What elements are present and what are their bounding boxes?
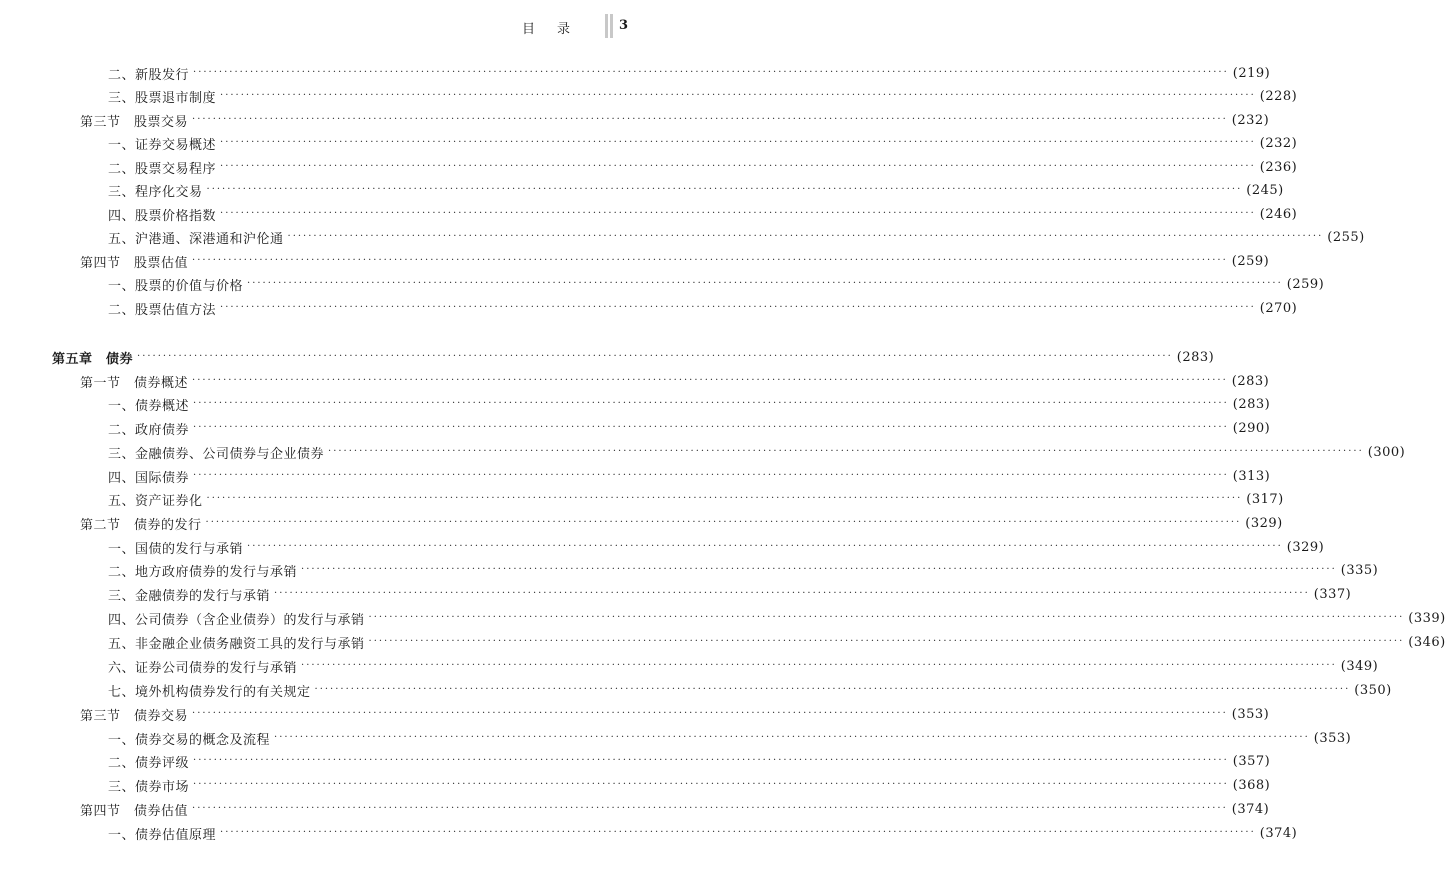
toc-entry-page: (353) [1313, 730, 1352, 746]
toc-entry-title: 七、境外机构债券发行的有关规定 [108, 684, 311, 700]
toc-entry-title: 第四节 债券估值 [80, 803, 189, 819]
toc-entry-page: (349) [1340, 658, 1379, 674]
toc-entry-page: (219) [1232, 65, 1271, 81]
toc-entry-page: (283) [1232, 396, 1271, 412]
toc-entry-item[interactable] [108, 632, 1446, 652]
toc-entry-item[interactable] [108, 274, 1325, 294]
dot-leader: ········································································································································································································ [193, 779, 1229, 790]
toc-entry-page: (357) [1232, 753, 1271, 769]
toc-entry-title: 六、证券公司债券的发行与承销 [108, 660, 298, 676]
dot-leader: ········································································································································································································ [247, 278, 1283, 289]
toc-entry-page: (270) [1259, 300, 1298, 316]
toc-entry-page: (232) [1259, 135, 1298, 151]
dot-leader: ········································································································································································································ [328, 446, 1364, 457]
toc-entry-item[interactable] [108, 394, 1271, 414]
dot-leader: ········································································································································································································ [193, 398, 1229, 409]
toc-entry-item[interactable] [108, 418, 1271, 438]
toc-entry-title: 五、沪港通、深港通和沪伦通 [108, 231, 284, 247]
toc-entry-item[interactable] [108, 180, 1284, 200]
toc-entry-item[interactable] [108, 608, 1446, 628]
dot-leader: ········································································································································································································ [314, 684, 1351, 695]
toc-entry-item[interactable] [108, 298, 1298, 318]
toc-entry-item[interactable] [108, 751, 1271, 771]
toc-entry-title: 二、政府债券 [108, 422, 190, 438]
dot-leader: ········································································································································································································ [220, 161, 1256, 172]
toc-entry-page: (329) [1245, 515, 1283, 531]
toc-entry-page: (353) [1231, 706, 1270, 722]
toc-entry-page: (368) [1232, 777, 1271, 793]
toc-entry-title: 第二节 债券的发行 [80, 517, 202, 533]
toc-entry-section[interactable] [80, 799, 1270, 819]
toc-entry-item[interactable] [108, 227, 1365, 247]
toc-entry-page: (374) [1231, 801, 1270, 817]
toc-entry-item[interactable] [108, 204, 1298, 224]
toc-entry-item[interactable] [108, 823, 1298, 843]
dot-leader: ········································································································································································································ [193, 755, 1229, 766]
dot-leader: ········································································································································································································ [192, 255, 1228, 266]
toc-entry-page: (283) [1176, 349, 1215, 365]
toc-entry-title: 三、债券市场 [108, 779, 190, 795]
toc-entry-title: 一、股票的价值与价格 [108, 278, 244, 294]
toc-entry-section[interactable] [80, 513, 1283, 533]
toc-entry-title: 四、国际债券 [108, 470, 190, 486]
toc-entry-title: 五、非金融企业债务融资工具的发行与承销 [108, 636, 365, 652]
toc-entry-item[interactable] [108, 656, 1379, 676]
toc-entry-page: (335) [1340, 562, 1379, 578]
toc-entry-title: 一、债券概述 [108, 398, 190, 414]
dot-leader: ········································································································································································································ [137, 351, 1173, 362]
toc-entry-section[interactable] [80, 110, 1270, 130]
toc-entry-item[interactable] [108, 133, 1298, 153]
dot-leader: ········································································································································································································ [220, 827, 1256, 838]
toc-entry-title: 五、资产证券化 [108, 493, 203, 509]
toc-entry-item[interactable] [108, 728, 1352, 748]
toc-entry-title: 一、证券交易概述 [108, 137, 217, 153]
toc-entry-page: (236) [1259, 159, 1298, 175]
dot-leader: ········································································································································································································ [220, 90, 1256, 101]
toc-entry-page: (259) [1231, 253, 1270, 269]
toc-entry-title: 四、公司债券（含企业债券）的发行与承销 [108, 612, 365, 628]
toc-entry-section[interactable] [80, 371, 1270, 391]
dot-leader: ········································································································································································································ [247, 541, 1283, 552]
dot-leader: ········································································································································································································ [193, 470, 1229, 481]
dot-leader: ········································································································································································································ [368, 612, 1405, 623]
toc-entry-item[interactable] [108, 442, 1406, 462]
toc-entry-title: 三、股票退市制度 [108, 90, 217, 106]
toc-entry-title: 二、地方政府债券的发行与承销 [108, 564, 298, 580]
toc-entry-title: 一、债券交易的概念及流程 [108, 732, 271, 748]
toc-entry-item[interactable] [108, 157, 1298, 177]
dot-leader: ········································································································································································································ [192, 114, 1228, 125]
toc-entry-title: 四、股票价格指数 [108, 208, 217, 224]
dot-leader: ········································································································································································································ [192, 803, 1228, 814]
toc-entry-title: 第五章 债券 [52, 351, 134, 367]
page-header [0, 14, 636, 40]
toc-entry-title: 三、金融债券的发行与承销 [108, 588, 271, 604]
toc-entry-item[interactable] [108, 466, 1271, 486]
toc-entry-item[interactable] [108, 86, 1298, 106]
dot-leader: ········································································································································································································ [206, 493, 1243, 504]
toc-entry-item[interactable] [108, 63, 1271, 83]
toc-entry-title: 三、程序化交易 [108, 184, 203, 200]
toc-entry-item[interactable] [108, 584, 1352, 604]
toc-entry-page: (350) [1354, 682, 1392, 698]
toc-entry-title: 第三节 股票交易 [80, 114, 189, 130]
toc-entry-page: (317) [1246, 491, 1284, 507]
toc-entry-page: (290) [1232, 420, 1271, 436]
dot-leader: ········································································································································································································ [274, 588, 1310, 599]
toc-entry-page: (346) [1408, 634, 1446, 650]
dot-leader: ········································································································································································································ [287, 231, 1324, 242]
dot-leader: ········································································································································································································ [368, 636, 1405, 647]
toc-entry-title: 第三节 债券交易 [80, 708, 189, 724]
toc-entry-page: (259) [1286, 276, 1325, 292]
toc-entry-section[interactable] [80, 704, 1270, 724]
toc-entry-item[interactable] [108, 537, 1325, 557]
dot-leader: ········································································································································································································ [205, 517, 1242, 528]
dot-leader: ········································································································································································································ [301, 564, 1337, 575]
toc-entry-page: (255) [1327, 229, 1365, 245]
dot-leader: ········································································································································································································ [220, 302, 1256, 313]
toc-entry-page: (245) [1246, 182, 1284, 198]
toc-entry-item[interactable] [108, 680, 1392, 700]
toc-entry-title: 一、国债的发行与承销 [108, 541, 244, 557]
toc-entry-section[interactable] [80, 251, 1270, 271]
toc-entry-item[interactable] [108, 489, 1284, 509]
toc-entry-title: 二、新股发行 [108, 67, 190, 83]
running-title: 目录 [521, 22, 592, 37]
toc-entry-page: (339) [1408, 610, 1446, 626]
toc-entry-title: 第四节 股票估值 [80, 255, 189, 271]
toc-entry-title: 三、金融债券、公司债券与企业债券 [108, 446, 325, 462]
toc-entry-page: (283) [1231, 373, 1270, 389]
dot-leader: ········································································································································································································ [192, 375, 1228, 386]
toc-entry-page: (329) [1286, 539, 1325, 555]
dot-leader: ········································································································································································································ [301, 660, 1337, 671]
toc-entry-title: 一、债券估值原理 [108, 827, 217, 843]
toc-entry-title: 二、股票估值方法 [108, 302, 217, 318]
toc-entry-page: (232) [1231, 112, 1270, 128]
dot-leader: ········································································································································································································ [193, 67, 1229, 78]
dot-leader: ········································································································································································································ [193, 422, 1229, 433]
dot-leader: ········································································································································································································ [192, 708, 1228, 719]
page-number: 3 [618, 18, 628, 33]
dot-leader: ········································································································································································································ [220, 208, 1256, 219]
dot-leader: ········································································································································································································ [274, 732, 1310, 743]
toc-entry-title: 二、债券评级 [108, 755, 190, 771]
toc-entry-item[interactable] [108, 775, 1271, 795]
toc-entry-title: 第一节 债券概述 [80, 375, 189, 391]
toc-entry-page: (300) [1367, 444, 1406, 460]
toc-entry-page: (374) [1259, 825, 1298, 841]
toc-entry-page: (337) [1313, 586, 1352, 602]
header-divider [610, 14, 613, 38]
toc-entry-title: 二、股票交易程序 [108, 161, 217, 177]
toc-entry-chapter[interactable] [52, 347, 1215, 367]
toc-entry-page: (246) [1259, 206, 1298, 222]
dot-leader: ········································································································································································································ [206, 184, 1243, 195]
toc-entry-page: (228) [1259, 88, 1298, 104]
toc-entry-page: (313) [1232, 468, 1271, 484]
header-divider [605, 14, 608, 38]
toc-entry-item[interactable] [108, 560, 1379, 580]
dot-leader: ········································································································································································································ [220, 137, 1256, 148]
